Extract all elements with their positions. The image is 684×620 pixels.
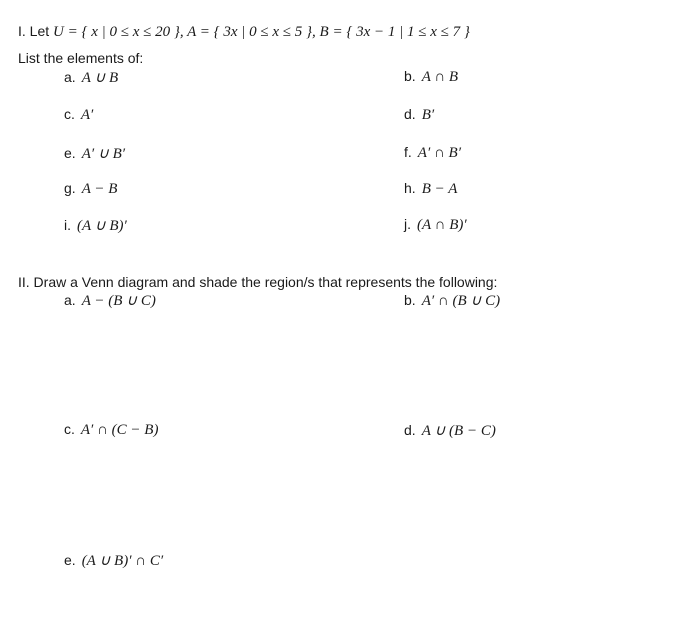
item-expr: A ∪ B (81, 70, 119, 86)
item-label: a. (64, 292, 76, 308)
part1-header (18, 23, 470, 41)
item-expr: A′ ∩ (B ∪ C) (421, 293, 501, 309)
item-expr: A′ ∩ (C − B) (80, 422, 159, 438)
item-label: b. (404, 292, 416, 308)
item-expr: A′ ∩ B′ (417, 145, 462, 161)
item-label: c. (64, 106, 75, 122)
item-label: f. (404, 144, 412, 160)
item-2d (404, 421, 496, 440)
item-expr: A ∩ B (421, 69, 459, 85)
item-1d (404, 106, 434, 124)
item-1e (64, 144, 125, 163)
item-label: i. (64, 217, 71, 233)
item-1a (64, 68, 118, 87)
item-2c (64, 421, 158, 439)
item-expr: (A ∪ B)′ (77, 218, 127, 234)
item-label: d. (404, 422, 416, 438)
item-label: e. (64, 145, 76, 161)
part2-instruction: II. Draw a Venn diagram and shade the region/s that represents the following: (18, 274, 498, 290)
item-expr: A′ ∪ B′ (81, 146, 126, 162)
item-expr: B′ (421, 107, 435, 123)
item-1i (64, 216, 127, 235)
item-label: b. (404, 68, 416, 84)
item-1b (404, 68, 458, 86)
set-definition: U = { x | 0 ≤ x ≤ 20 }, A = { 3x | 0 ≤ x ≤ 5 }, B = { 3x − 1 | 1 ≤ x ≤ 7 } (53, 24, 470, 40)
item-1f (404, 144, 461, 162)
item-1j (404, 216, 467, 234)
item-2a (64, 291, 156, 310)
part1-instruction: List the elements of: (18, 50, 144, 66)
item-1g (64, 180, 117, 198)
item-1c (64, 106, 93, 124)
item-expr: A − (B ∪ C) (81, 293, 156, 309)
item-2e (64, 551, 163, 570)
item-label: h. (404, 180, 416, 196)
item-label: g. (64, 180, 76, 196)
part1-intro-label: I. Let (18, 23, 50, 39)
item-1h (404, 180, 457, 198)
item-expr: (A ∪ B)′ ∩ C′ (81, 553, 164, 569)
item-label: a. (64, 69, 76, 85)
item-2b (404, 291, 500, 310)
item-label: c. (64, 421, 75, 437)
item-label: e. (64, 552, 76, 568)
item-expr: B − A (421, 181, 458, 197)
item-label: j. (404, 216, 411, 232)
item-expr: A − B (81, 181, 118, 197)
item-expr: A′ (80, 107, 94, 123)
item-expr: A ∪ (B − C) (421, 423, 496, 439)
item-expr: (A ∩ B)′ (417, 217, 467, 233)
item-label: d. (404, 106, 416, 122)
